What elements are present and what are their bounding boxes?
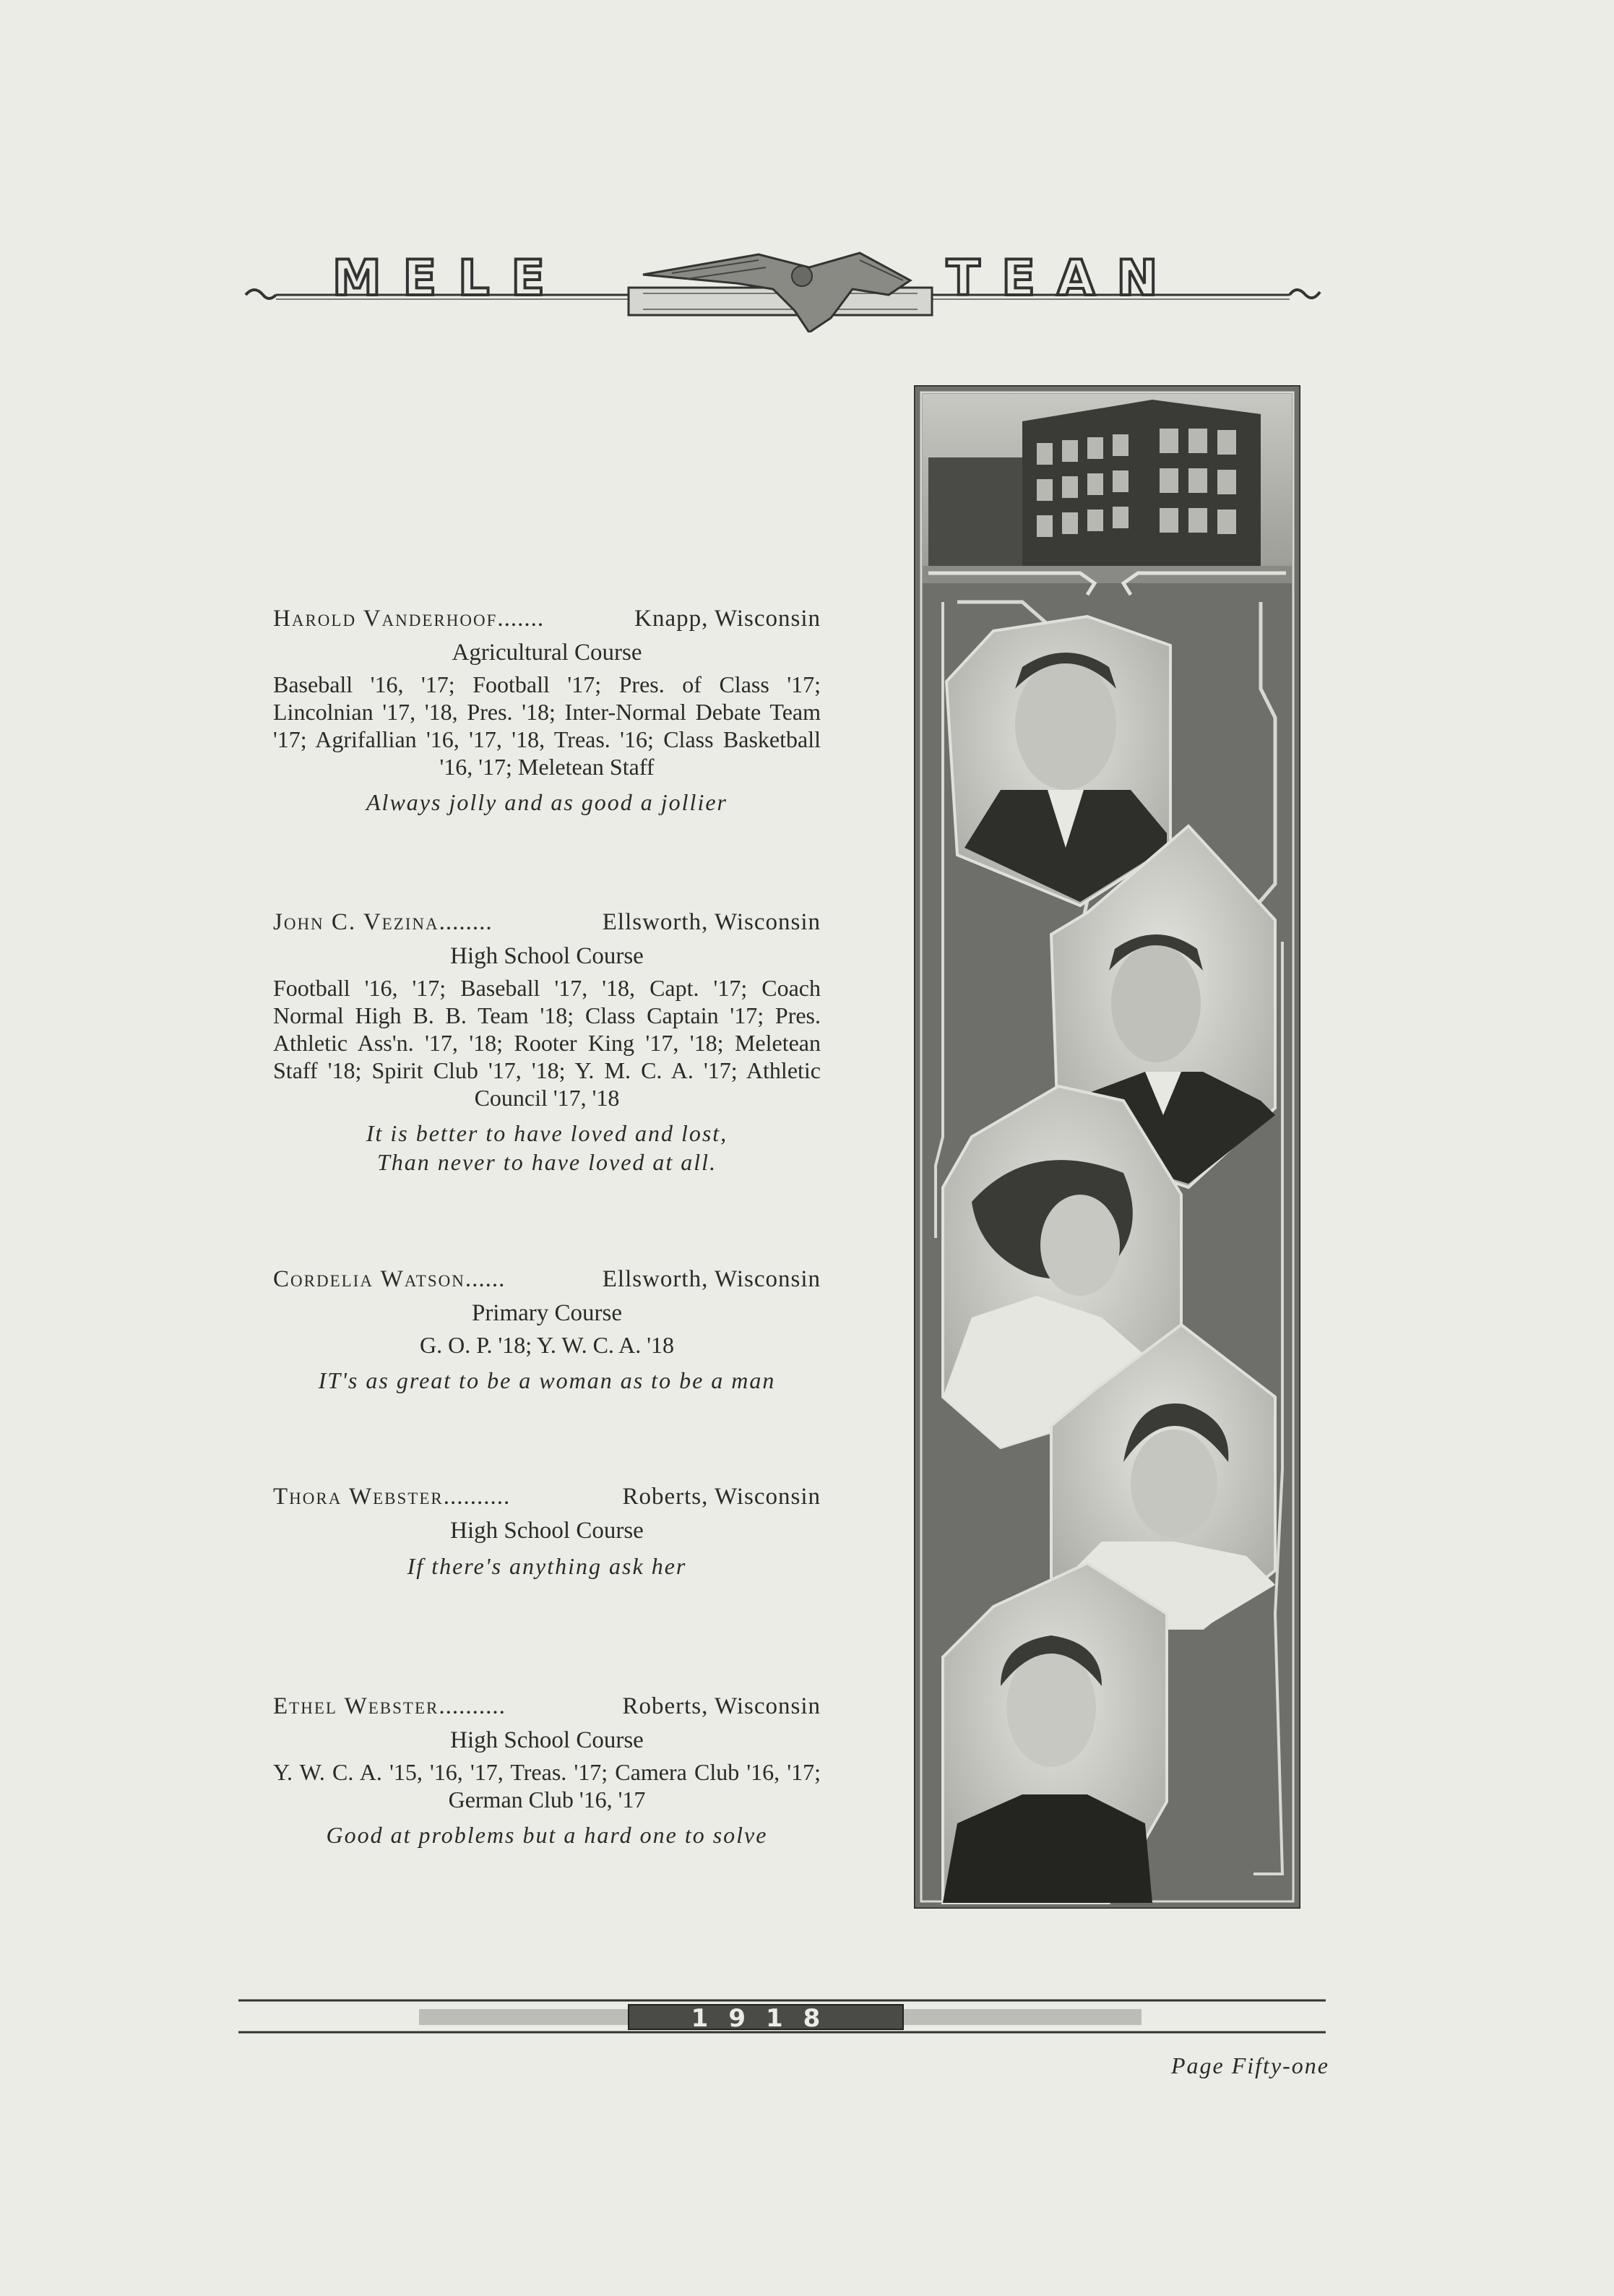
page-number: Page Fifty-one bbox=[1170, 2052, 1329, 2078]
quote: Good at problems but a hard one to solve bbox=[326, 1822, 768, 1848]
leader-dots: ....... bbox=[497, 606, 545, 632]
activities: G. O. P. '18; Y. W. C. A. '18 bbox=[419, 1332, 675, 1358]
meletean-header-banner bbox=[238, 238, 1329, 332]
hometown: Ellsworth, Wisconsin bbox=[602, 1266, 821, 1292]
hometown: Roberts, Wisconsin bbox=[622, 1693, 821, 1719]
leader-dots: .......... bbox=[443, 1484, 511, 1510]
portrait-photo bbox=[946, 616, 1170, 906]
activities: Y. W. C. A. '15, '16, '17, Treas. '17; Camera Club '16, '17; German Club '16, '17 bbox=[273, 1759, 821, 1813]
student-entry bbox=[273, 1693, 821, 1849]
year-label: 1918 bbox=[691, 2004, 841, 2033]
leader-dots: ........ bbox=[439, 909, 493, 935]
student-name: Thora Webster bbox=[273, 1484, 444, 1510]
student-entry bbox=[273, 606, 821, 817]
course: High School Course bbox=[450, 1727, 644, 1753]
name-line bbox=[273, 909, 821, 936]
student-entry bbox=[273, 1266, 821, 1395]
leader-dots: .......... bbox=[439, 1693, 506, 1719]
quote-line: It is better to have loved and lost, bbox=[366, 1120, 728, 1146]
photo-column bbox=[914, 385, 1300, 1909]
leader-dots: ...... bbox=[465, 1266, 506, 1292]
quote: If there's anything ask her bbox=[407, 1553, 687, 1579]
header-word-left: MELE bbox=[332, 250, 566, 307]
student-name: Ethel Webster bbox=[273, 1693, 439, 1719]
student-name: Harold Vanderhoof bbox=[273, 606, 498, 632]
quote-line: Than never to have loved at all. bbox=[376, 1149, 717, 1175]
header-word-right: TEAN bbox=[946, 250, 1180, 307]
course: High School Course bbox=[450, 1518, 644, 1544]
name-line bbox=[273, 1266, 821, 1293]
year-footer-banner bbox=[238, 1995, 1326, 2038]
activities: Football '16, '17; Baseball '17, '18, Capt. '17; Coach Normal High B. B. Team '18; Class Captain '17; Pres. Athletic Ass'n. '17, '18; Rooter King '17, '18; Meletean Staff '18; Spirit Club '17, '18; Y. M. C. A. '17; Athletic Council '17, '18 bbox=[273, 975, 821, 1111]
quote: IT's as great to be a woman as to be a man bbox=[318, 1367, 776, 1393]
student-entry bbox=[273, 1484, 821, 1581]
activities: Baseball '16, '17; Football '17; Pres. of Class '17; Lincolnian '17, '18, Pres. '18; Inter-Normal Debate Team '17; Agrifallian '16, '17, '18, Treas. '16; Class Basketball '16, '17; Meletean Staff bbox=[273, 671, 821, 780]
name-line bbox=[273, 606, 821, 632]
course: High School Course bbox=[450, 943, 644, 969]
name-line bbox=[273, 1693, 821, 1720]
student-name: John C. Vezina bbox=[273, 909, 439, 935]
course: Primary Course bbox=[471, 1300, 623, 1326]
hometown: Ellsworth, Wisconsin bbox=[602, 909, 821, 935]
student-entry bbox=[273, 909, 821, 1177]
name-line bbox=[273, 1484, 821, 1510]
student-name: Cordelia Watson bbox=[273, 1266, 465, 1292]
school-building-photo bbox=[923, 394, 1292, 595]
hometown: Knapp, Wisconsin bbox=[634, 606, 821, 632]
course: Agricultural Course bbox=[452, 640, 642, 666]
quote: Always jolly and as good a jollier bbox=[366, 789, 728, 815]
quote bbox=[273, 1119, 821, 1177]
hometown: Roberts, Wisconsin bbox=[622, 1484, 821, 1510]
